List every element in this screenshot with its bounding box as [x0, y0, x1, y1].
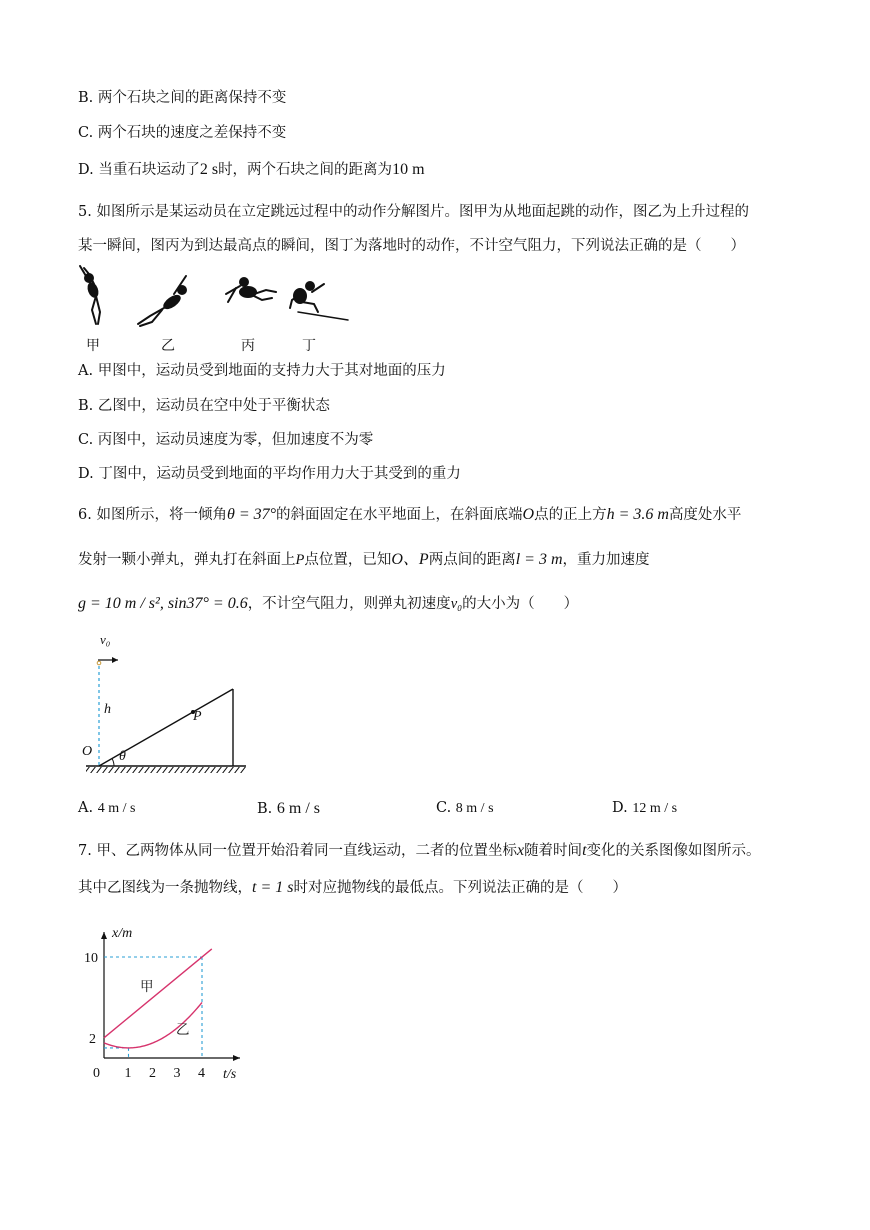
q6-given-values: g = 10 m / s², sin37° = 0.6	[78, 595, 248, 612]
q6-v0: v₀	[450, 596, 463, 612]
q6-stem-line3	[78, 594, 578, 614]
x-tick-3: 3	[173, 1066, 181, 1081]
q5-option-c: C. 丙图中，运动员速度为零，但加速度不为零	[78, 432, 374, 448]
q6-option-b	[257, 800, 320, 818]
q5-stem-line2: 某一瞬间，图丙为到达最高点的瞬间，图丁为落地时的动作，不计空气阻力，下列说法正确的是（ ）	[78, 238, 745, 254]
label-yi: 乙	[176, 1022, 190, 1037]
y-axis-arrow	[101, 932, 107, 939]
q4-option-d-pre: D. 当重石块运动了	[78, 162, 200, 178]
q6-l1-a: 6. 如图所示，将一倾角	[78, 507, 227, 523]
q6-stem-line2	[78, 550, 650, 570]
q4-option-b: B. 两个石块之间的距离保持不变	[78, 90, 287, 106]
q6-l3-c: 的大小为（ ）	[462, 596, 579, 612]
fig-label-v0: v₀	[100, 632, 111, 647]
q4-option-d-mid: 时，两个石块之间的距离为	[218, 162, 393, 178]
q6-l1-d: 高度处水平	[668, 507, 742, 523]
q6-option-a	[78, 800, 135, 817]
fig-label-p: P	[193, 709, 202, 724]
q6-option-d	[612, 800, 677, 817]
fig-label-h: h	[104, 702, 111, 717]
q6-l1-c: 点的正上方	[534, 507, 607, 523]
x-tick-2: 2	[149, 1066, 156, 1081]
x-tick-1: 1	[124, 1066, 132, 1081]
x-axis-label: t/s	[223, 1067, 237, 1082]
q7-l1-b: 随着时间	[524, 843, 583, 859]
jumper-bing-image	[226, 278, 276, 302]
q7-var-x: x	[516, 842, 525, 859]
y-axis-label: x/m	[112, 926, 133, 941]
q6-l1-b: 的斜面固定在水平地面上，在斜面底端	[276, 507, 523, 523]
q5-option-b: B. 乙图中，运动员在空中处于平衡状态	[78, 398, 330, 414]
jumper-yi-image	[138, 276, 186, 326]
fig-label-theta: θ	[119, 749, 126, 764]
q6-points-op: O、P	[391, 551, 429, 568]
q6-option-d-value: 12 m / s	[632, 801, 678, 816]
fig-label-bing: 丙	[241, 338, 255, 354]
q7-time-value: t = 1 s	[252, 879, 294, 896]
q4-option-c: C. 两个石块的速度之差保持不变	[78, 125, 287, 141]
q4-option-d-distance: 10 m	[392, 161, 425, 178]
q7-var-t: t	[582, 842, 587, 859]
q7-stem-line1	[78, 841, 761, 861]
ground-hatch	[86, 767, 246, 773]
q7-l2-b: 时对应抛物线的最低点。下列说法正确的是（ ）	[293, 880, 627, 896]
fig-label-ding: 丁	[302, 338, 316, 354]
q6-option-c-value: 8 m / s	[455, 801, 494, 816]
q5-option-a: A. 甲图中，运动员受到地面的支持力大于其对地面的压力	[78, 363, 446, 379]
q6-l2-a: 发射一颗小弹丸，弹丸打在斜面上	[78, 552, 296, 568]
q7-l2-a: 其中乙图线为一条抛物线，	[78, 880, 252, 896]
q6-height-value: h = 3.6 m	[606, 506, 669, 523]
x-tick-4: 4	[198, 1066, 205, 1081]
q7-l1-c: 变化的关系图像如图所示。	[586, 843, 761, 859]
q6-option-c-letter: C.	[436, 800, 452, 816]
q6-l3-b: ，不计空气阻力，则弹丸初速度	[247, 596, 451, 612]
q6-l2-b: 点位置，已知	[304, 552, 392, 568]
theta-arc	[112, 759, 114, 767]
q6-option-a-value: 4 m / s	[97, 801, 136, 816]
q6-option-b-letter: B.	[257, 801, 273, 817]
jumper-ding-image	[290, 282, 348, 320]
q6-theta-value: θ = 37°	[226, 506, 277, 523]
q6-point-o: O	[522, 506, 535, 523]
q6-option-b-value: 6 m / s	[276, 800, 320, 817]
y-tick-10: 10	[84, 951, 98, 966]
x-axis-arrow	[233, 1055, 240, 1061]
q4-option-d-time: 2 s	[199, 161, 219, 178]
q4-option-d	[78, 160, 425, 180]
series-jia-line	[104, 949, 212, 1038]
q6-option-c	[436, 800, 494, 817]
long-jump-figure	[76, 262, 366, 334]
fig-label-yi: 乙	[161, 338, 175, 354]
q6-option-a-letter: A.	[78, 800, 94, 816]
fig-label-jia: 甲	[86, 338, 100, 354]
q6-l2-d: ，重力加速度	[562, 552, 650, 568]
y-tick-2: 2	[89, 1031, 96, 1047]
q5-stem-line1: 5. 如图所示是某运动员在立定跳远过程中的动作分解图片。图甲为从地面起跳的动作，图乙为上升过程的	[78, 204, 749, 220]
v0-arrow-head	[112, 657, 118, 663]
position-time-graph	[80, 918, 255, 1088]
q7-stem-line2	[78, 878, 627, 898]
q5-option-d: D. 丁图中，运动员受到地面的平均作用力大于其受到的重力	[78, 466, 461, 482]
fig-label-o: O	[82, 744, 93, 759]
q7-l1-a: 7. 甲、乙两物体从同一位置开始沿着同一直线运动，二者的位置坐标	[78, 843, 517, 859]
jumper-jia-image	[80, 266, 100, 324]
q6-point-p: P	[295, 552, 305, 568]
q6-distance-value: l = 3 m	[515, 551, 563, 568]
q6-l2-c: 两点间的距离	[428, 552, 516, 568]
label-jia: 甲	[140, 979, 154, 994]
q6-stem-line1	[78, 505, 741, 525]
q6-option-d-letter: D.	[612, 800, 628, 816]
x-tick-0: 0	[93, 1066, 100, 1081]
projectile-dot	[97, 661, 101, 665]
